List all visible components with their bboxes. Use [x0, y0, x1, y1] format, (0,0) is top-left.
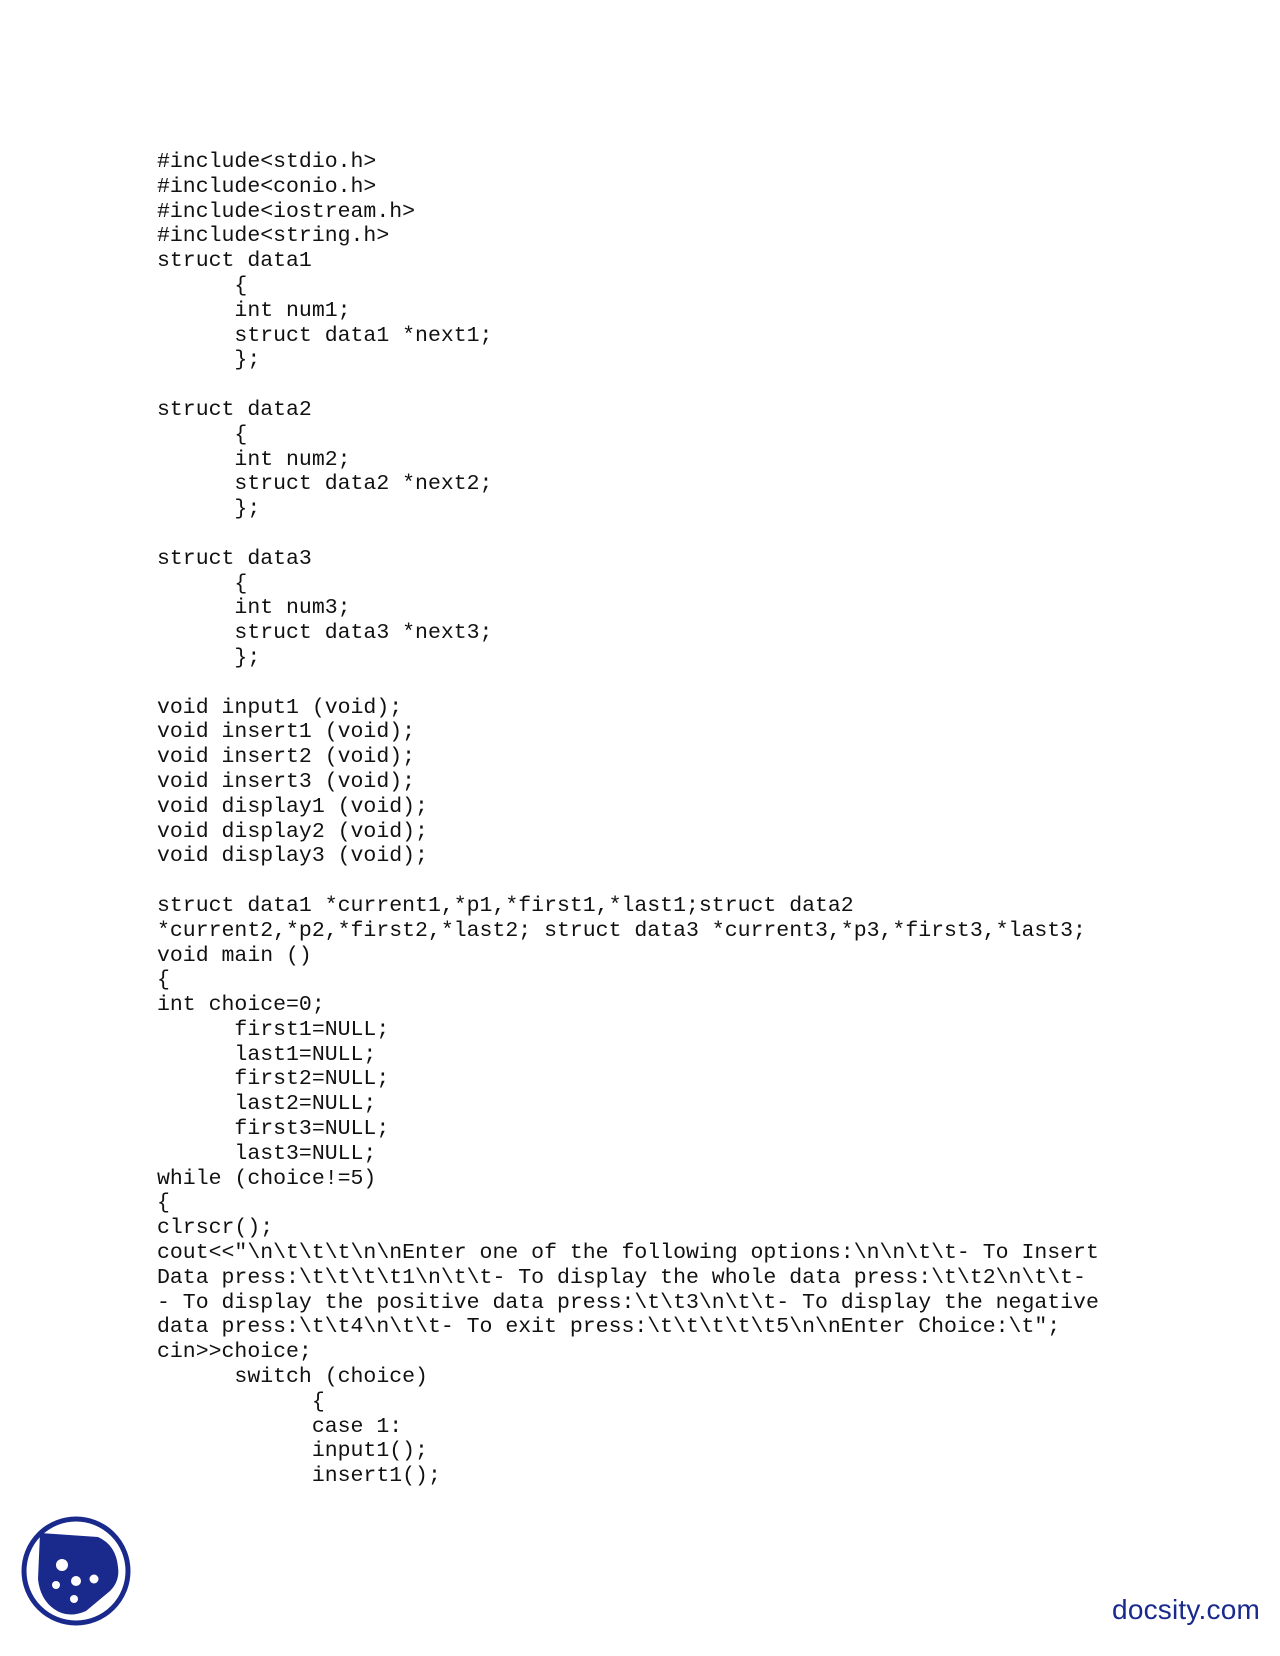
code-line: int num3;: [157, 596, 351, 621]
code-line: last3=NULL;: [157, 1141, 377, 1166]
code-line: struct data2 *next2;: [157, 472, 493, 497]
code-line: [157, 522, 1099, 547]
code-line: *current2,*p2,*first2,*last2; struct data3 *current3,*p3,*first3,*last3;: [157, 918, 1086, 943]
code-line: int num1;: [157, 298, 351, 323]
code-line: switch (choice): [157, 1365, 428, 1390]
code-line: [157, 869, 1099, 894]
code-line: insert1();: [157, 1464, 441, 1489]
code-line: struct data1: [157, 249, 312, 274]
code-line: };: [157, 497, 261, 522]
code-line: case 1:: [157, 1414, 403, 1439]
code-line: void main (): [157, 943, 312, 968]
code-line: void input1 (void);: [157, 695, 403, 720]
code-line: void display1 (void);: [157, 794, 428, 819]
code-line: {: [157, 1191, 170, 1216]
code-line: void display2 (void);: [157, 819, 428, 844]
code-line: int num2;: [157, 447, 351, 472]
code-line: struct data1 *next1;: [157, 323, 493, 348]
code-line: input1();: [157, 1439, 428, 1464]
code-line: void insert2 (void);: [157, 745, 416, 770]
code-line: first3=NULL;: [157, 1117, 390, 1142]
code-line: #include<iostream.h>: [157, 199, 416, 224]
code-line: {: [157, 571, 248, 596]
code-line: struct data3: [157, 546, 312, 571]
code-line: [157, 671, 1099, 696]
code-line: {: [157, 422, 248, 447]
code-line: };: [157, 645, 261, 670]
docsity-logo-icon: [20, 1515, 132, 1627]
code-line: while (choice!=5): [157, 1166, 377, 1191]
code-line: {: [157, 273, 248, 298]
code-line: last2=NULL;: [157, 1092, 377, 1117]
code-line: struct data2: [157, 397, 312, 422]
code-line: - To display the positive data press:\t\t3\n\t\t- To display the negative: [157, 1290, 1099, 1315]
code-line: #include<conio.h>: [157, 174, 377, 199]
code-line: void display3 (void);: [157, 844, 428, 869]
code-line: first2=NULL;: [157, 1067, 390, 1092]
code-line: first1=NULL;: [157, 1017, 390, 1042]
code-listing: [157, 150, 1099, 1489]
code-line: {: [157, 968, 170, 993]
code-line: struct data1 *current1,*p1,*first1,*last1;struct data2: [157, 893, 854, 918]
code-line: clrscr();: [157, 1216, 274, 1241]
code-line: data press:\t\t4\n\t\t- To exit press:\t\t\t\t\t5\n\nEnter Choice:\t";: [157, 1315, 1061, 1340]
code-line: [157, 373, 1099, 398]
docsity-brand-text[interactable]: docsity.com: [1112, 1594, 1260, 1625]
code-line: void insert3 (void);: [157, 769, 416, 794]
code-line: void insert1 (void);: [157, 720, 416, 745]
code-line: struct data3 *next3;: [157, 621, 493, 646]
code-line: #include<stdio.h>: [157, 150, 377, 174]
code-line: Data press:\t\t\t\t1\n\t\t- To display the whole data press:\t\t2\n\t\t-: [157, 1265, 1086, 1290]
code-line: cin>>choice;: [157, 1340, 312, 1365]
code-line: };: [157, 348, 261, 373]
code-line: #include<string.h>: [157, 224, 390, 249]
code-line: {: [157, 1389, 325, 1414]
code-line: int choice=0;: [157, 993, 325, 1018]
code-line: last1=NULL;: [157, 1042, 377, 1067]
code-line: cout<<"\n\t\t\t\n\nEnter one of the following options:\n\n\t\t- To Insert: [157, 1241, 1099, 1266]
